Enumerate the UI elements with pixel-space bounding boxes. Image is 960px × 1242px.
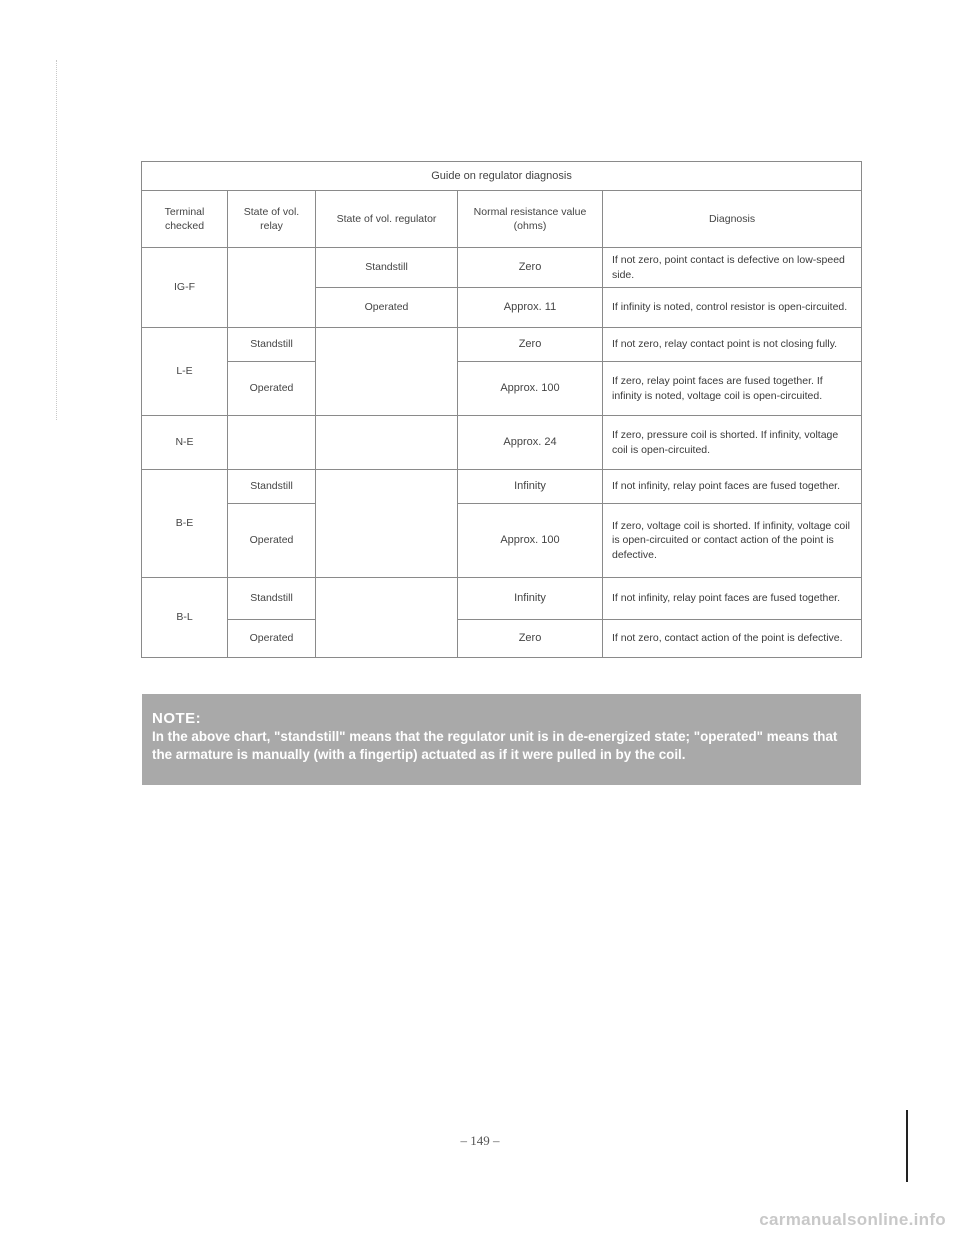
table-row — [142, 470, 862, 504]
table-row — [142, 620, 862, 658]
table-row — [142, 362, 862, 416]
resistance-cell: Approx. 11 — [458, 288, 603, 328]
note-text: In the above chart, "standstill" means that the regulator unit is in de-energized state; "operated" means that the armature is manually (with a fingertip) actuated as if it were pulled in by the coil. — [152, 729, 838, 762]
resistance-cell: Zero — [458, 248, 603, 288]
watermark: carmanualsonline.info — [759, 1210, 946, 1229]
header-row — [142, 191, 862, 248]
resistance-cell: Infinity — [458, 470, 603, 504]
terminal-cell: L-E — [142, 328, 228, 416]
diagnosis-cell: If zero, pressure coil is shorted. If infinity, voltage coil is open-circuited. — [603, 416, 862, 470]
regulator-state-cell — [316, 578, 458, 658]
regulator-state-cell — [316, 328, 458, 416]
relay-state-cell: Standstill — [228, 470, 316, 504]
relay-state-cell — [228, 416, 316, 470]
regulator-state-cell — [316, 416, 458, 470]
regulator-diagnosis-table — [141, 161, 862, 658]
table-row — [142, 504, 862, 578]
note-title: NOTE: — [152, 710, 202, 727]
diagnosis-cell: If infinity is noted, control resistor is open-circuited. — [603, 288, 862, 328]
resistance-cell: Zero — [458, 328, 603, 362]
relay-state-cell: Operated — [228, 504, 316, 578]
relay-state-cell: Operated — [228, 362, 316, 416]
diagnosis-cell: If zero, voltage coil is shorted. If infinity, voltage coil is open-circuited or contact action of the point is defective. — [603, 504, 862, 578]
margin-marks — [56, 60, 65, 420]
table-row — [142, 578, 862, 620]
terminal-cell: B-L — [142, 578, 228, 658]
resistance-cell: Infinity — [458, 578, 603, 620]
header-regulator-state: State of vol. regulator — [316, 191, 458, 248]
header-terminal: Terminal checked — [142, 191, 228, 248]
note-box — [142, 694, 861, 785]
relay-state-cell: Standstill — [228, 328, 316, 362]
diagnosis-cell: If not zero, relay contact point is not closing fully. — [603, 328, 862, 362]
diagnosis-cell: If not zero, contact action of the point is defective. — [603, 620, 862, 658]
relay-state-cell: Standstill — [228, 578, 316, 620]
header-resistance: Normal resistance value (ohms) — [458, 191, 603, 248]
table-row — [142, 248, 862, 288]
table-row — [142, 328, 862, 362]
scan-edge-line — [906, 1110, 908, 1182]
diagnosis-cell: If zero, relay point faces are fused together. If infinity is noted, voltage coil is open-circuited. — [603, 362, 862, 416]
terminal-cell: N-E — [142, 416, 228, 470]
table-title: Guide on regulator diagnosis — [142, 162, 862, 191]
resistance-cell: Approx. 100 — [458, 504, 603, 578]
header-diagnosis: Diagnosis — [603, 191, 862, 248]
regulator-state-cell: Operated — [316, 288, 458, 328]
relay-state-cell — [228, 248, 316, 328]
diagnosis-cell: If not zero, point contact is defective on low-speed side. — [603, 248, 862, 288]
resistance-cell: Approx. 100 — [458, 362, 603, 416]
diagnosis-cell: If not infinity, relay point faces are fused together. — [603, 470, 862, 504]
resistance-cell: Zero — [458, 620, 603, 658]
diagnosis-cell: If not infinity, relay point faces are fused together. — [603, 578, 862, 620]
regulator-state-cell — [316, 470, 458, 578]
page-number: – 149 – — [460, 1133, 500, 1148]
table-row — [142, 416, 862, 470]
resistance-cell: Approx. 24 — [458, 416, 603, 470]
header-relay-state: State of vol. relay — [228, 191, 316, 248]
terminal-cell: B-E — [142, 470, 228, 578]
terminal-cell: IG-F — [142, 248, 228, 328]
regulator-state-cell: Standstill — [316, 248, 458, 288]
relay-state-cell: Operated — [228, 620, 316, 658]
